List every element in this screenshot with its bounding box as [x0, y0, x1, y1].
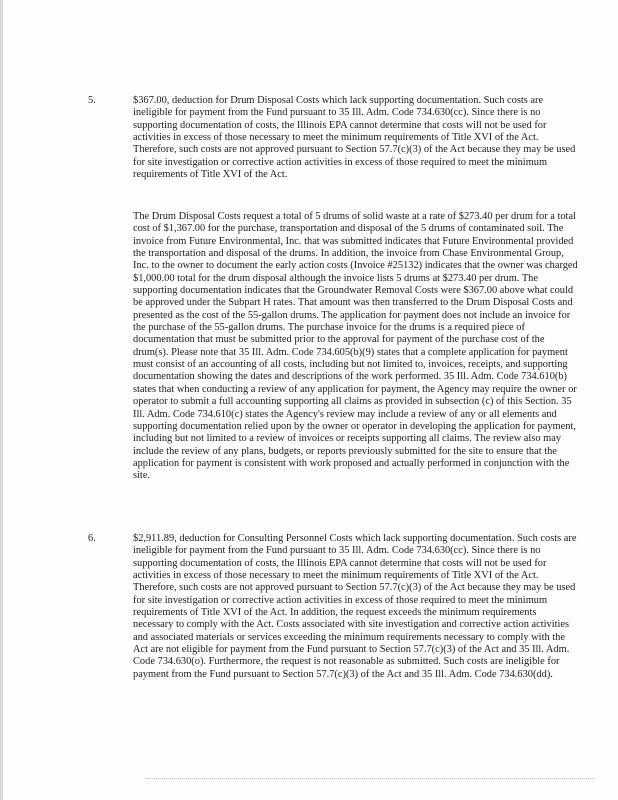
item-number: 5.: [88, 95, 96, 106]
item-body: [133, 211, 578, 483]
item-body: [133, 533, 578, 681]
item-paragraph: The Drum Disposal Costs request a total of 5 drums of solid waste at a rate of $273.40 per drum for a total cost of $1,367.00 for the purchase, transportation and disposal of the 5 drums of contaminated soil. The invoice from Future Environmental, Inc. that was submitted indicates that Future Environmental provided the transportation and disposal of the drums. In addition, the invoice from Chase Environmental Group, Inc. to the owner to document the early action costs (Invoice #25132) indicates that the owner was charged $1,000.00 total for the drum disposal although the invoice lists 5 drums at $273.40 per drum. The supporting documentation indicates that the Groundwater Removal Costs were $367.00 above what could be approved under the Subpart H rates. That amount was then transferred to the Drum Disposal Costs and presented as the cost of the 55-gallon drums. The application for payment does not include an invoice for the purchase of the 55-gallon drums. The purchase invoice for the drums is a required piece of documentation that must be submitted prior to the approval for payment of the purchase cost of the drum(s). Please note that 35 Ill. Adm. Code 734.605(b)(9) states that a complete application for payment must consist of an accounting of all costs, including but not limited to, invoices, receipts, and supporting documentation showing the dates and descriptions of the work performed. 35 Ill. Adm. Code 734.610(b) states that when conducting a review of any application for payment, the Agency may require the owner or operator to submit a full accounting supporting all claims as provided in subsection (c) of this Section. 35 Ill. Adm. Code 734.610(c) states the Agency's review may include a review of any or all elements and supporting documentation relied upon by the owner or operator in developing the application for payment, including but not limited to a review of invoices or receipts supporting all claims. The review also may include the review of any plans, budgets, or reports previously submitted for the site to ensure that the application for payment is consistent with work proposed and actually performed in conjunction with the site.: [133, 211, 578, 482]
item-body: [133, 95, 578, 181]
item-number: 6.: [88, 533, 96, 544]
scan-edge: [0, 0, 3, 800]
footer-rule: [145, 778, 595, 779]
item-paragraph: $2,911.89, deduction for Consulting Personnel Costs which lack supporting documentation. Such costs are ineligible for payment from the Fund pursuant to 35 Ill. Adm. Code 734.630(cc). Since there is no supporting documentation of costs, the Illinois EPA cannot determine that costs will not be used for activities in excess of those necessary to meet the minimum requirements of Title XVI of the Act. Therefore, such costs are not approved pursuant to Section 57.7(c)(3) of the Act because they may be used for site investigation or corrective action activities in excess of those required to meet the minimum requirements of Title XVI of the Act. In addition, the request exceeds the minimum requirements necessary to comply with the Act. Costs associated with site investigation and corrective action activities and associated materials or services exceeding the minimum requirements necessary to comply with the Act are not eligible for payment from the Fund pursuant to Section 57.7(c)(3) of the Act and 35 Ill. Adm. Code 734.630(o). Furthermore, the request is not reasonable as submitted. Such costs are ineligible for payment from the Fund pursuant to Section 57.7(c)(3) of the Act and 35 Ill. Adm. Code 734.630(dd).: [133, 533, 577, 680]
item-paragraph: $367.00, deduction for Drum Disposal Costs which lack supporting documentation. Such costs are ineligible for payment from the Fund pursuant to 35 Ill. Adm. Code 734.630(cc). Since there is no supporting documentation of costs, the Illinois EPA cannot determine that costs will not be used for activities in excess of those necessary to meet the minimum requirements of Title XVI of the Act. Therefore, such costs are not approved pursuant to Section 57.7(c)(3) of the Act because they may be used for site investigation or corrective action activities in excess of those required to meet the minimum requirements of Title XVI of the Act.: [133, 95, 576, 181]
